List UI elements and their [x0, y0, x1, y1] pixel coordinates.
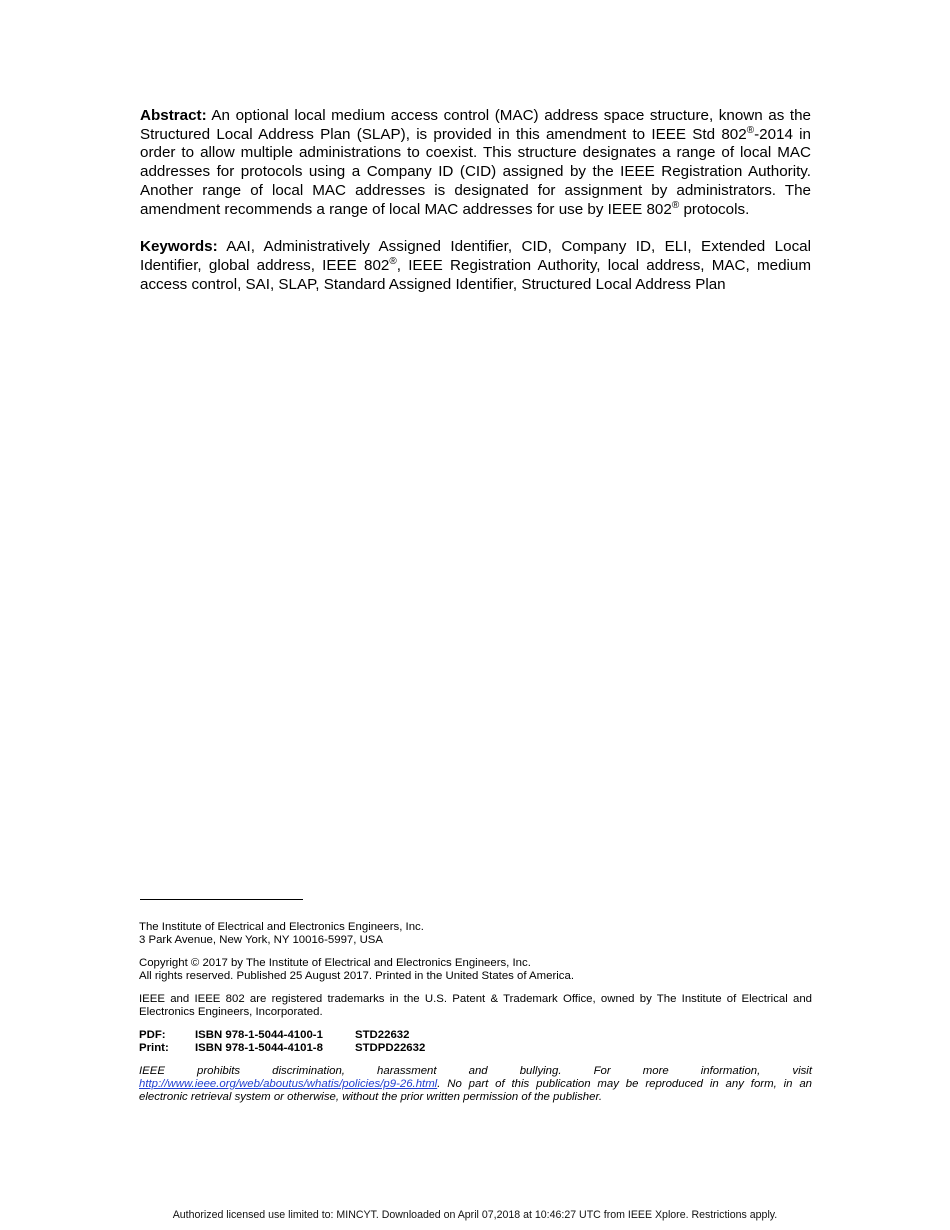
- policy-notice-text-end: . No part of this publication may be reproduced in any form, in an electronic retrieval system or otherwise, without the prior written permission of the publisher.: [139, 1078, 812, 1103]
- isbn-code: STDPD22632: [355, 1042, 426, 1054]
- publisher-address: 3 Park Avenue, New York, NY 10016-5997, USA: [139, 934, 384, 946]
- abstract-text-3: protocols.: [679, 200, 750, 218]
- isbn-number: ISBN 978-1-5044-4101-8: [195, 1042, 323, 1054]
- trademark-notice: IEEE and IEEE 802 are registered trademarks in the U.S. Patent & Trademark Office, owned by The Institute of Electrical and Electronics Engineers, Incorporated.: [139, 993, 812, 1018]
- keywords-text-1: AAI, Administratively Assigned Identifier, CID, Company ID, ELI, Extended Local Identifier, global address, IEEE 802: [140, 238, 811, 274]
- keywords-text-2: , IEEE Registration Authority, local address, MAC, medium access control, SAI, SLAP, Standard Assigned Identifier, Structured Local Address Plan: [140, 256, 811, 293]
- copyright-line: Copyright © 2017 by The Institute of Electrical and Electronics Engineers, Inc.: [139, 957, 531, 969]
- isbn-number: ISBN 978-1-5044-4100-1: [195, 1029, 323, 1041]
- keywords-paragraph: [140, 238, 811, 294]
- policy-link[interactable]: http://www.ieee.org/web/aboutus/whatis/policies/p9-26.html: [139, 1078, 438, 1090]
- publisher-name: The Institute of Electrical and Electronics Engineers, Inc.: [139, 921, 424, 933]
- isbn-code: STD22632: [355, 1029, 410, 1041]
- footnote-divider: [140, 899, 303, 900]
- registered-mark: ®: [389, 255, 397, 267]
- policy-notice: [139, 1065, 812, 1104]
- isbn-row-pdf: [139, 1029, 812, 1042]
- abstract-text-1: An optional local medium access control (MAC) address space structure, known as the Structured Local Address Plan (SLAP), is provided in this amendment to IEEE Std 802: [140, 107, 811, 143]
- main-content: [140, 107, 811, 294]
- isbn-format-label: PDF:: [139, 1029, 166, 1041]
- registered-mark: ®: [746, 124, 755, 136]
- keywords-label: Keywords:: [140, 238, 218, 256]
- authorized-use-notice: Authorized licensed use limited to: MINCYT. Downloaded on April 07,2018 at 10:46:27 UTC from IEEE Xplore. Restrictions apply.: [172, 1209, 778, 1221]
- abstract-label: Abstract:: [140, 107, 207, 124]
- publisher-footer: [139, 921, 812, 1104]
- isbn-format-label: Print:: [139, 1042, 169, 1054]
- abstract-paragraph: [140, 107, 811, 219]
- policy-notice-text: IEEE prohibits discrimination, harassment and bullying. For more information, visit: [139, 1065, 812, 1077]
- isbn-block: [139, 1029, 812, 1055]
- isbn-row-print: [139, 1042, 812, 1055]
- registered-mark: ®: [671, 199, 680, 211]
- abstract-text-2: -2014 in order to allow multiple administrations to coexist. This structure designates a range of local MAC addresses for protocols using a Company ID (CID) assigned by the IEEE Registration Authority. Another range of local MAC addresses is designated for assignment by administrators. The amendment recommends a range of local MAC addresses for use by IEEE 802: [140, 125, 812, 218]
- rights-line: All rights reserved. Published 25 August 2017. Printed in the United States of America.: [139, 970, 574, 982]
